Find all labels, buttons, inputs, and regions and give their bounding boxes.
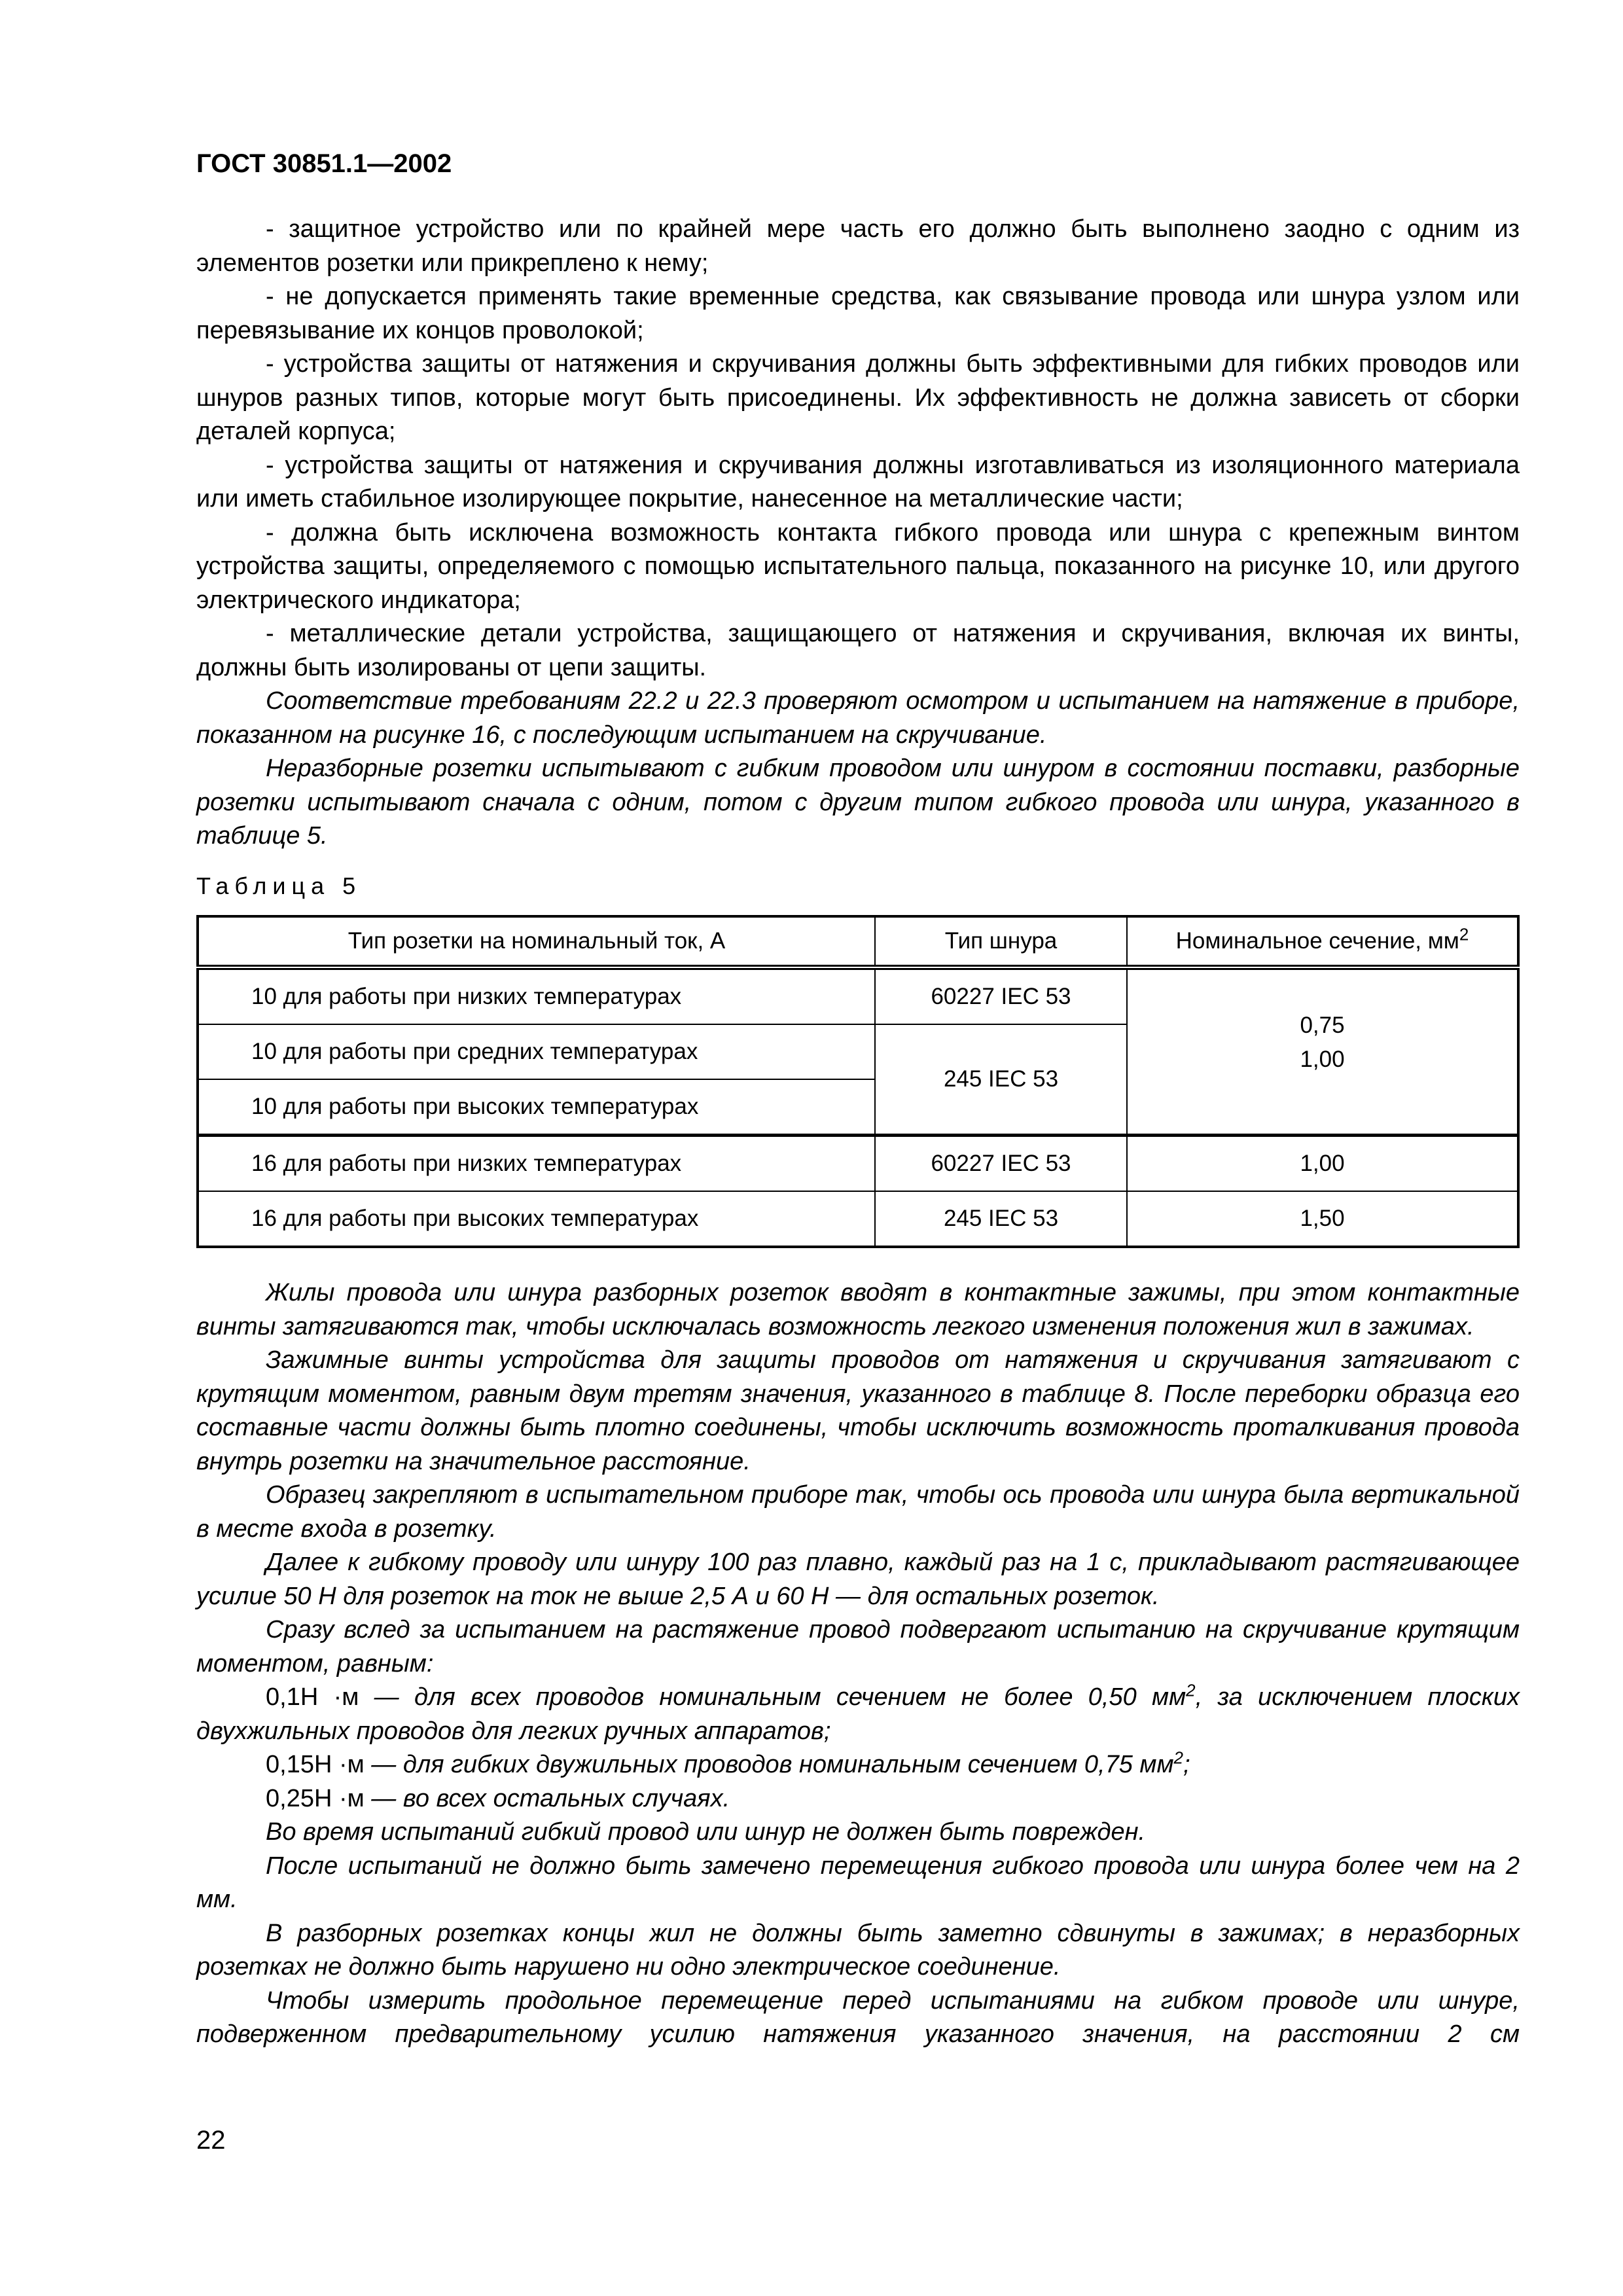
paragraph: Жилы провода или шнура разборных розеток вводят в контактные зажимы, при этом контактные винты затягиваются так, чтобы исключалась возможность легкого изменения положения жил в зажимах.	[196, 1279, 1520, 1340]
table-row: 10 для работы при высоких температурах	[198, 1079, 1518, 1136]
paragraph: - не допускается применять такие временные средства, как связывание провода или шнура узлом или перевязывание их концов проволокой;	[196, 283, 1520, 344]
document-header: ГОСТ 30851.1—2002	[196, 149, 452, 178]
table-row: 16 для работы при высоких температурах 245 IEC 53 1,50	[198, 1191, 1518, 1247]
table-5	[196, 915, 1520, 1248]
paragraph: Соответствие требованиям 22.2 и 22.3 проверяют осмотром и испытанием на натяжение в приборе, показанном на рисунке 16, с последующим испытанием на скручивание.	[196, 687, 1520, 749]
torque-item: 0,1Н ·м — для всех проводов номинальным сечением не более 0,50 $мм^2$, за исключением плоских двухжильных проводов для легких ручных аппаратов;	[196, 1680, 1520, 1745]
paragraph: Сразу вслед за испытанием на растяжение провод подвергают испытанию на скручивание крутящим моментом, равным:	[196, 1616, 1520, 1677]
page-number: 22	[196, 2126, 226, 2155]
paragraph: - устройства защиты от натяжения и скручивания должны изготавливаться из изоляционного материала или иметь стабильное изолирующее покрытие, нанесенное на металлические части;	[196, 451, 1520, 512]
paragraph: Зажимные винты устройства для защиты проводов от натяжения и скручивания затягивают с крутящим моментом, равным двум третям значения, указанного в таблице 8. После переборки образца его составные части должны быть плотно соединены, чтобы исключить возможность проталкивания провода внутрь розетки на значительное расстояние.	[196, 1346, 1520, 1475]
paragraph: Далее к гибкому проводу или шнуру 100 раз плавно, каждый раз на 1 с, прикладывают растягивающее усилие 50 Н для розеток на ток не выше 2,5 А и 60 Н — для остальных розеток.	[196, 1549, 1520, 1610]
torque-item: 0,25Н ·м — во всех остальных случаях.	[266, 1784, 730, 1812]
header-cord-type: Тип шнура	[875, 916, 1127, 967]
top-text	[196, 213, 1520, 853]
header-section: Номинальное сечение, $мм^2$	[1127, 916, 1518, 967]
paragraph: Чтобы измерить продольное перемещение перед испытаниями на гибком проводе или шнуре, подверженном предварительному усилию натяжения указанного значения, на расстоянии 2 см	[196, 1986, 1520, 2048]
paragraph: - должна быть исключена возможность контакта гибкого провода или шнура с крепежным винтом устройства защиты, определяемого с помощью испытательного пальца, показанного на рисунке 10, или другого электрического индикатора;	[196, 518, 1520, 614]
paragraph: Образец закрепляют в испытательном приборе так, чтобы ось провода или шнура была вертикальной в месте входа в розетку.	[196, 1481, 1520, 1543]
paragraph: В разборных розетках концы жил не должны быть заметно сдвинуты в зажимах; в неразборных розетках не должно быть нарушено ни одно электрическое соединение.	[196, 1919, 1520, 1981]
header-socket-type: Тип розетки на номинальный ток, А	[198, 916, 875, 967]
paragraph: - защитное устройство или по крайней мере часть его должно быть выполнено заодно с одним из элементов розетки или прикреплено к нему;	[196, 215, 1520, 277]
paragraph: - устройства защиты от натяжения и скручивания должны быть эффективными для гибких проводов или шнуров разных типов, которые могут быть присоединены. Их эффективность не должна зависеть от сборки деталей корпуса;	[196, 350, 1520, 445]
bottom-text	[196, 1276, 1520, 2052]
table-header-row	[198, 916, 1518, 967]
paragraph: Во время испытаний гибкий провод или шнур не должен быть поврежден.	[266, 1818, 1146, 1846]
paragraph: - металлические детали устройства, защищающего от натяжения и скручивания, включая их винты, должны быть изолированы от цепи защиты.	[196, 620, 1520, 681]
paragraph: Неразборные розетки испытывают с гибким проводом или шнуром в состоянии поставки, разборные розетки испытывают сначала с одним, потом с другим типом гибкого провода или шнура, указанного в таблице 5.	[196, 755, 1520, 850]
torque-item: 0,15Н ·м — для гибких двужильных проводов номинальным сечением 0,75 $мм^2$;	[266, 1748, 1190, 1778]
merged-section-cell: 0,75 1,00	[1127, 967, 1518, 1136]
paragraph: После испытаний не должно быть замечено перемещения гибкого провода или шнура более чем на 2 мм.	[196, 1852, 1520, 1913]
table-row: 10 для работы при низких температурах 60227 IEC 53 0,75 1,00	[198, 967, 1518, 1024]
table-row: 16 для работы при низких температурах 60227 IEC 53 1,00	[198, 1136, 1518, 1192]
table-label: Таблица 5	[196, 872, 362, 899]
table-row: 10 для работы при средних температурах 245 IEC 53	[198, 1024, 1518, 1079]
